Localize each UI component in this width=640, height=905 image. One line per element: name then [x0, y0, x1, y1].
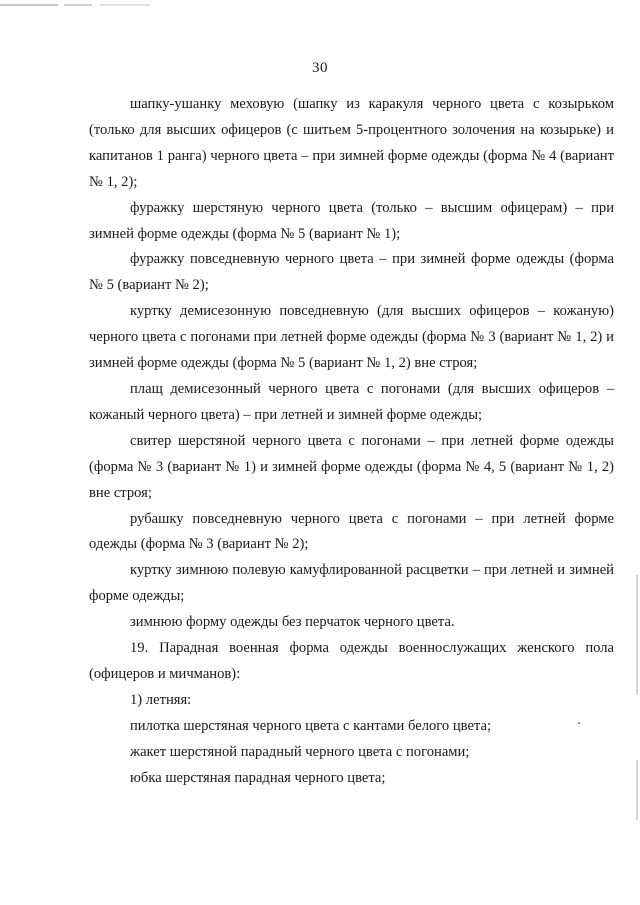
paragraph: жакет шерстяной парадный черного цвета с погонами; [130, 743, 470, 760]
page-number: 30 [312, 60, 328, 76]
document-body [89, 92, 614, 791]
scan-edge-mark [636, 575, 638, 695]
paragraph: фуражку повседневную черного цвета – при зимней форме одежды (форма № 5 (вариант № 2); [89, 251, 614, 294]
paragraph: рубашку повседневную черного цвета с погонами – при летней форме одежды (форма № 3 (вариант № 2); [89, 510, 614, 553]
paragraph: фуражку шерстяную черного цвета (только – высшим офицерам) – при зимней форме одежды (форма № 5 (вариант № 1); [89, 199, 614, 242]
paragraph: шапку-ушанку меховую (шапку из каракуля черного цвета с козырьком (только для высших офицеров (с шитьем 5-процентного золочения на козырьке) и капитанов 1 ранга) черного цвета – при зимней форме одежды (форма № 4 (вариант № 1, 2); [89, 96, 614, 190]
scan-speck [578, 722, 580, 724]
paragraph: свитер шерстяной черного цвета с погонами – при летней форме одежды (форма № 3 (вариант № 1) и зимней форме одежды (форма № 4, 5 (вариант № 1, 2) вне строя; [89, 432, 614, 501]
paragraph: куртку демисезонную повседневную (для высших офицеров – кожаную) черного цвета с погонами при летней форме одежды (форма № 3 (вариант № 1, 2) и зимней форме одежды (форма № 5 (вариант № 1, 2) вне строя; [89, 303, 614, 372]
section-heading: 19. Парадная военная форма одежды военнослужащих женского пола (офицеров и мичманов): [89, 640, 614, 682]
paragraph: пилотка шерстяная черного цвета с кантами белого цвета; [130, 717, 492, 734]
paragraph: куртку зимнюю полевую камуфлированной расцветки – при летней и зимней форме одежды; [89, 562, 614, 605]
scan-edge-mark [636, 760, 638, 820]
paragraph: юбка шерстяная парадная черного цвета; [130, 769, 386, 786]
paragraph: плащ демисезонный черного цвета с погонами (для высших офицеров – кожаный черного цвета) – при летней и зимней форме одежды; [89, 380, 614, 423]
paragraph: зимнюю форму одежды без перчаток черного цвета. [130, 614, 455, 631]
scan-edge-mark [0, 4, 150, 6]
subsection-heading: 1) летняя: [130, 691, 192, 708]
